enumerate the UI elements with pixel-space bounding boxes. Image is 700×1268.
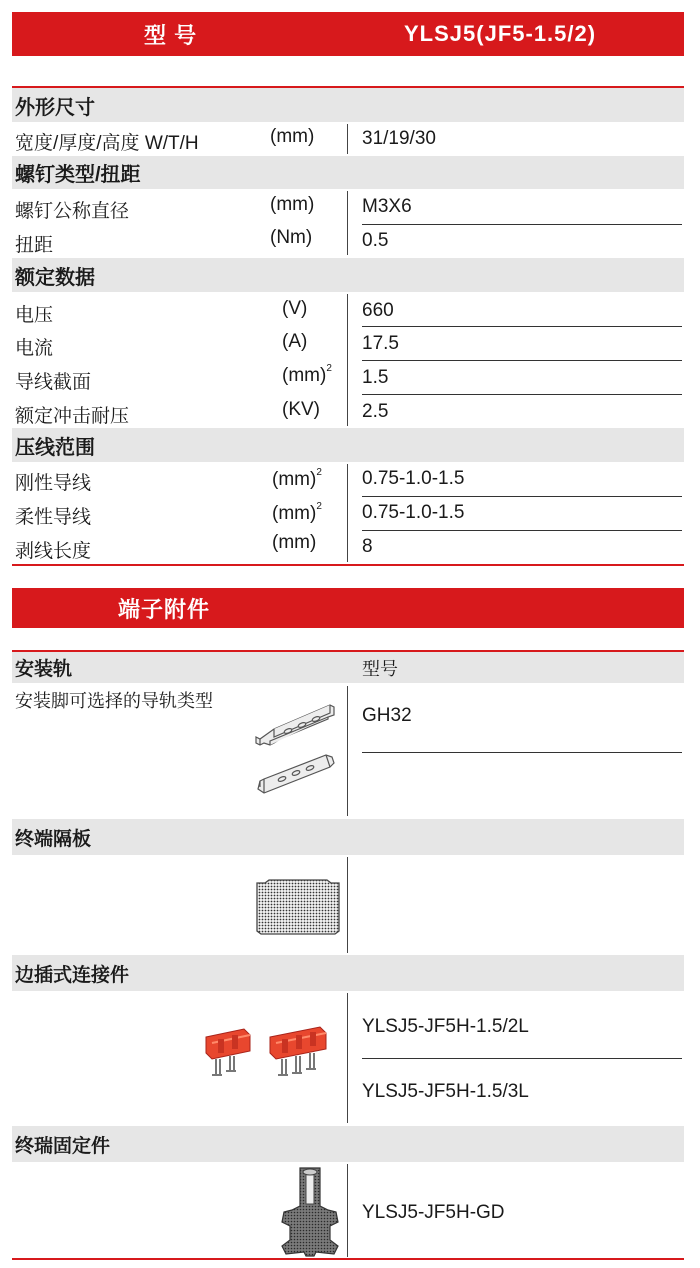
accessories-header-bar <box>12 588 684 628</box>
section-crimp-title: 压线范围 <box>12 428 684 462</box>
row-value: 1.5 <box>362 367 389 388</box>
row-label: 电流 <box>15 338 54 359</box>
col-header-model: 型号 <box>362 658 398 679</box>
row-value: 31/19/30 <box>362 128 436 149</box>
row-unit: (mm)$^2$ <box>272 467 322 490</box>
section-end-fixer-title: 终瑞固定件 <box>12 1126 684 1162</box>
row-label: 额定冲击耐压 <box>15 406 130 427</box>
row-value: 0.5 <box>362 230 389 251</box>
side-connector-icon <box>198 1025 342 1085</box>
table-row <box>12 462 684 496</box>
table-row <box>12 224 684 257</box>
end-fixer-row <box>12 1162 684 1258</box>
row-unit: (mm)$^2$ <box>272 501 322 524</box>
table-row <box>12 122 684 155</box>
row-unit: (A) <box>282 331 308 352</box>
table-row <box>12 394 684 428</box>
table-row <box>12 530 684 564</box>
row-value: 0.75-1.0-1.5 <box>362 468 465 489</box>
row-unit: (mm)$^2$ <box>282 363 332 386</box>
rail-row <box>12 683 684 818</box>
table-row <box>12 360 684 394</box>
rail-title: 安装轨 <box>15 659 73 680</box>
row-label: 螺钉公称直径 <box>15 201 130 222</box>
column-divider <box>347 686 348 816</box>
row-unit: (Nm) <box>270 227 313 248</box>
row-unit: (KV) <box>282 399 320 420</box>
table-row <box>12 496 684 530</box>
accessories-title: 端子附件 <box>118 596 211 622</box>
row-unit: (mm) <box>270 126 315 147</box>
model-label: 型 号 <box>144 22 198 48</box>
end-plate-icon <box>255 879 341 935</box>
side-connector-value-3l: YLSJ5-JF5H-1.5/3L <box>362 1081 529 1102</box>
din-rail-icon <box>250 693 346 805</box>
column-divider <box>347 1164 348 1257</box>
row-value: 660 <box>362 300 394 321</box>
row-divider <box>362 752 682 753</box>
row-divider <box>362 1058 682 1059</box>
column-divider <box>347 191 348 255</box>
section-rail-title <box>12 652 684 683</box>
row-label: 扭距 <box>15 235 54 256</box>
row-value: 2.5 <box>362 401 389 422</box>
side-connector-value-2l: YLSJ5-JF5H-1.5/2L <box>362 1016 529 1037</box>
divider <box>12 564 684 566</box>
divider <box>12 1258 684 1260</box>
spec-sheet <box>12 0 684 1268</box>
end-fixer-icon <box>278 1166 342 1258</box>
rail-desc: 安装脚可选择的导轨类型 <box>15 691 213 711</box>
row-label: 宽度/厚度/高度 W/T/H <box>15 133 199 154</box>
column-divider <box>347 464 348 562</box>
row-label: 电压 <box>15 305 54 326</box>
row-value: 8 <box>362 536 373 557</box>
row-label: 刚性导线 <box>15 473 92 494</box>
section-rated-title: 额定数据 <box>12 258 684 292</box>
section-side-connector-title: 边插式连接件 <box>12 955 684 991</box>
row-unit: (mm) <box>272 532 317 553</box>
rail-value: GH32 <box>362 705 412 726</box>
column-divider <box>347 993 348 1123</box>
model-value: YLSJ5(JF5-1.5/2) <box>404 21 597 46</box>
column-divider <box>347 857 348 953</box>
table-row <box>12 189 684 223</box>
row-value: M3X6 <box>362 196 412 217</box>
row-unit: (mm) <box>270 194 315 215</box>
row-value: 0.75-1.0-1.5 <box>362 502 465 523</box>
model-header-bar <box>12 12 684 56</box>
row-label: 导线截面 <box>15 372 92 393</box>
end-plate-row <box>12 855 684 953</box>
table-row <box>12 292 684 326</box>
row-label: 剥线长度 <box>15 541 92 562</box>
column-divider <box>347 124 348 154</box>
section-end-plate-title: 终端隔板 <box>12 819 684 855</box>
table-row <box>12 326 684 360</box>
column-divider <box>347 294 348 426</box>
row-label: 柔性导线 <box>15 507 92 528</box>
row-unit: (V) <box>282 298 308 319</box>
section-dimensions-title: 外形尺寸 <box>12 88 684 122</box>
end-fixer-value: YLSJ5-JF5H-GD <box>362 1202 505 1223</box>
section-screw-title: 螺钉类型/扭距 <box>12 156 684 189</box>
row-value: 17.5 <box>362 333 399 354</box>
